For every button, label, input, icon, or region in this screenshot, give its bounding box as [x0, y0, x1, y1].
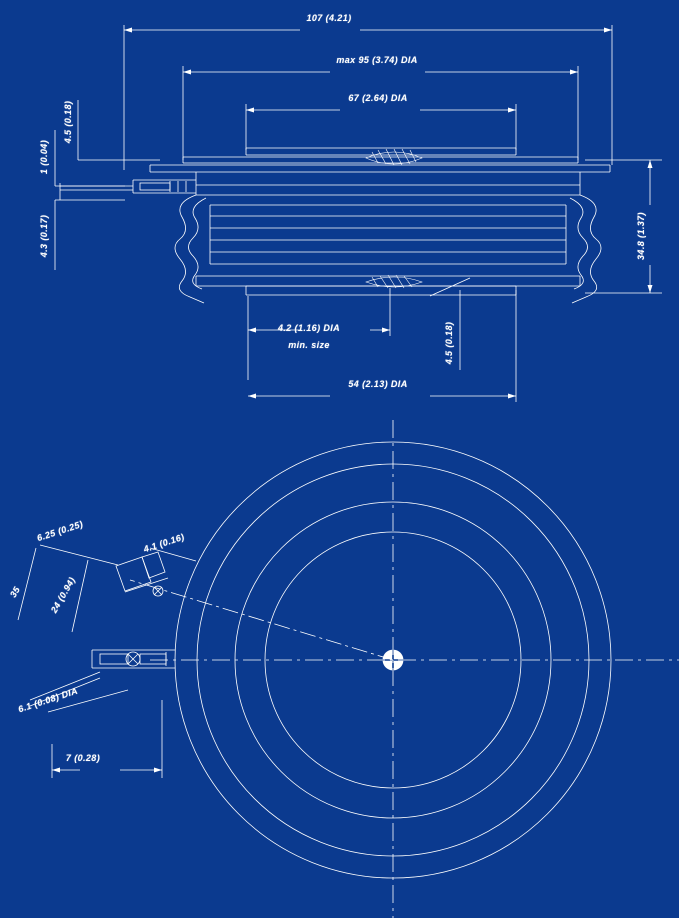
dim-lines-left-side — [55, 100, 160, 270]
upper-flange — [150, 157, 610, 172]
dim-label-348: 34.8 (1.37) — [636, 212, 646, 260]
dim-line-42dia — [248, 288, 390, 380]
dim-label-min-size: min. size — [288, 340, 330, 350]
dim-label-max95: max 95 (3.74) DIA — [336, 55, 418, 65]
dim-line-max95 — [183, 66, 578, 160]
dim-label-7: 7 (0.28) — [65, 753, 101, 763]
dim-line-height-348 — [585, 160, 662, 293]
lower-flange — [196, 276, 580, 295]
plan-gate-radius-line — [130, 580, 393, 660]
dim-label-45-bottom: 4.5 (0.18) — [444, 321, 454, 365]
plan-dim-leaders — [18, 545, 196, 712]
dim-line-45-bottom — [430, 278, 470, 370]
dim-label-41: 4.1 (0.16) — [142, 531, 186, 555]
dim-label-1: 1 (0.04) — [39, 139, 49, 175]
dim-label-24: 24 (0.94) — [48, 575, 78, 615]
dim-label-35: 35 — [7, 584, 23, 600]
dim-line-7 — [52, 700, 162, 778]
gate-lead-side — [60, 180, 196, 200]
top-pole-piece — [246, 148, 516, 155]
corrugation-right — [570, 195, 601, 303]
plan-center-lines — [150, 420, 679, 918]
dim-label-54dia: 54 (2.13) DIA — [348, 379, 408, 389]
dim-label-42dia: 4.2 (1.16) DIA — [277, 323, 341, 333]
dim-label-43: 4.3 (0.17) — [39, 214, 49, 258]
dim-line-67dia — [246, 104, 516, 150]
dim-label-67dia: 67 (2.64) DIA — [348, 93, 408, 103]
dim-label-overall-107: 107 (4.21) — [306, 13, 352, 23]
dim-label-61dia: 6.1 (0.08) DIA — [16, 685, 80, 715]
plan-gate-lead-lower — [92, 650, 175, 668]
corrugation-left — [175, 195, 206, 303]
dim-label-45-top: 4.5 (0.18) — [63, 100, 73, 144]
internal-stack-lines — [210, 205, 566, 264]
dim-line-54dia — [248, 290, 516, 402]
dim-label-625: 6.25 (0.25) — [35, 518, 85, 544]
housing-body — [196, 172, 580, 195]
